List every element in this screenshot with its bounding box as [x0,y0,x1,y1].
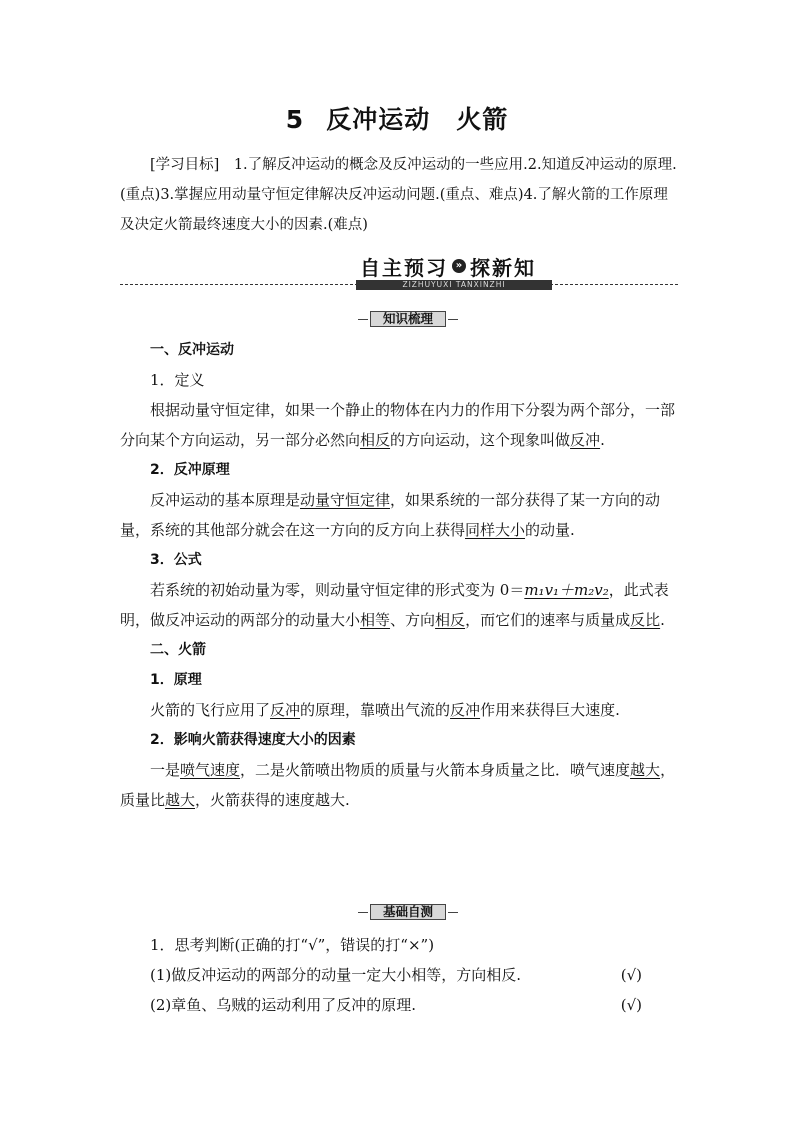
banner-subtitle: ZIZHUYUXI TANXINZHI [356,280,552,290]
knowledge-tag: 知识梳理 [370,311,446,327]
subheading-formula: 3．公式 [150,552,202,568]
judgment-item-1: (1)做反冲运动的两部分的动量一定大小相等，方向相反. (√) [120,960,676,990]
goals-text: 1.了解反冲运动的概念及反冲运动的一些应用.2.知道反冲运动的原理.(重点)3.掌握应用动量守恒定律解决反冲运动问题.(重点、难点)4.了解火箭的工作原理及决定火箭最终速度大小的因素.(难点) [120,157,677,233]
goals-label: [学习目标] [150,157,220,173]
self-test-content [120,930,676,1020]
title-part-1: 反冲运动 [326,105,431,134]
question-1: 1．思考判断(正确的打“√”，错误的打“×”) [150,936,435,954]
knowledge-content [120,335,676,815]
definition-paragraph: 根据动量守恒定律，如果一个静止的物体在内力的作用下分裂为两个部分，一部分向某个方向运动，另一部分必然向相反的方向运动，这个现象叫做反冲. [120,401,676,449]
rocket-factors-paragraph: 一是喷气速度，二是火箭喷出物质的质量与火箭本身质量之比．喷气速度越大，质量比越大，火箭获得的速度越大. [120,761,676,809]
page-title [0,100,794,136]
subheading-rocket-principle: 1．原理 [150,672,202,688]
self-test-tag: 基础自测 [370,904,446,920]
judgment-item-2: (2)章鱼、乌贼的运动利用了反冲的原理. (√) [120,990,676,1020]
judgment-mark-2: (√) [620,996,642,1014]
section-banner [120,253,678,293]
heading-rocket: 二、火箭 [150,642,206,658]
title-part-2: 火箭 [456,105,509,134]
lesson-number: 5 [285,105,305,134]
judgment-mark-1: (√) [620,966,642,984]
subheading-principle: 2．反冲原理 [150,462,230,478]
double-arrow-icon: » [452,259,466,273]
heading-reaction-motion: 一、反冲运动 [150,342,234,358]
principle-paragraph: 反冲运动的基本原理是动量守恒定律，如果系统的一部分获得了某一方向的动量，系统的其他部分就会在这一方向的反方向上获得同样大小的动量. [120,491,661,539]
banner-left: 自主预习 [360,255,448,280]
subheading-definition: 1．定义 [150,371,205,389]
momentum-formula: m₁v₁＋m₂v₂ [524,581,609,599]
formula-paragraph: 若系统的初始动量为零，则动量守恒定律的形式变为 0＝m₁v₁＋m₂v₂，此式表明，做反冲运动的两部分的动量大小相等、方向相反，而它们的速率与质量成反比. [120,581,669,629]
subheading-rocket-factors: 2．影响火箭获得速度大小的因素 [150,732,356,748]
banner-right: 探新知 [470,255,536,280]
learning-goals [120,150,680,240]
rocket-principle-paragraph: 火箭的飞行应用了反冲的原理，靠喷出气流的反冲作用来获得巨大速度. [150,701,620,719]
